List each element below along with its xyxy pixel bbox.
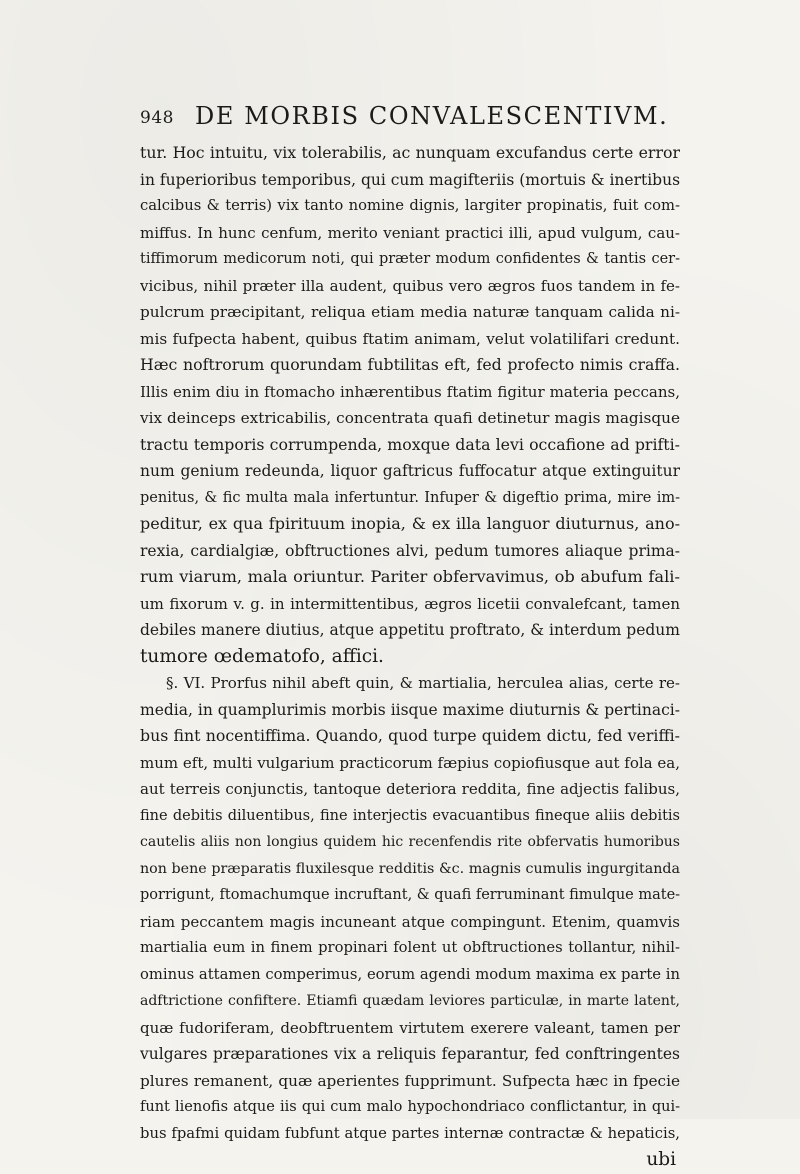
body-text <box>140 140 680 1174</box>
text-line: non bene præparatis fluxilesque redditis &c. magnis cumulis ingurgitanda <box>140 860 680 877</box>
text-line: ominus attamen comperimus, eorum agendi modum maxima ex parte in <box>140 965 680 983</box>
text-line: num genium redeunda, liquor gaftricus fuffocatur atque extinguitur <box>140 462 680 480</box>
text-line: porrigunt, ftomachumque incruftant, & quafi ferruminant fimulque mate- <box>140 887 680 903</box>
text-line: in fuperioribus temporibus, qui cum magifteriis (mortuis & inertibus <box>140 170 680 189</box>
text-line: cautelis aliis non longius quidem hic recenfendis rite obfervatis humoribus <box>140 834 680 850</box>
text-line: debiles manere diutius, atque appetitu proftrato, & interdum pedum <box>140 621 680 639</box>
text-line: tiffimorum medicorum noti, qui præter modum confidentes & tantis cer- <box>140 251 680 267</box>
page-number: 948 <box>140 108 174 128</box>
text-line: rexia, cardialgiæ, obftructiones alvi, pedum tumores aliaque prima- <box>140 541 680 560</box>
text-line: miffus. In hunc cenfum, merito veniant practici illi, apud vulgum, cau- <box>140 223 680 242</box>
text-line: tractu temporis corrumpenda, moxque data levi occafione ad prifti- <box>140 434 680 454</box>
text-line: bus fpafmi quidam fubfunt atque partes internæ contractæ & hepaticis, <box>140 1124 680 1142</box>
text-line: penitus, & fic multa mala infertuntur. Infuper & digeftio prima, mire im- <box>140 489 680 506</box>
text-line: funt lienofis atque iis qui cum malo hypochondriaco conflictantur, in qui- <box>140 1099 680 1115</box>
text-line: pulcrum præcipitant, reliqua etiam media naturæ tanquam calida ni- <box>140 303 680 321</box>
text-line: aut terreis conjunctis, tantoque deteriora reddita, fine adjectis falibus, <box>140 780 680 798</box>
text-line: adftrictione confiftere. Etiamfi quædam leviores particulæ, in marte latent, <box>140 993 680 1009</box>
text-line: Hæc noftrorum quorundam fubtilitas eft, fed profecto nimis craffa. <box>140 355 680 374</box>
text-line: martialia eum in finem propinari folent ut obftructiones tollantur, nihil- <box>140 939 680 956</box>
paragraph-start-line: §. VI. Prorfus nihil abeft quin, & martialia, herculea alias, certe re- <box>166 674 680 692</box>
running-title: DE MORBIS CONVALESCENTIVM. <box>195 102 669 130</box>
text-line: peditur, ex qua fpirituum inopia, & ex illa languor diuturnus, ano- <box>140 514 680 533</box>
text-line: vix deinceps extricabilis, concentrata quafi detinetur magis magisque <box>140 409 680 427</box>
text-line: Illis enim diu in ftomacho inhærentibus ftatim figitur materia peccans, <box>140 382 680 401</box>
text-line: riam peccantem magis incuneant atque compingunt. Etenim, quamvis <box>140 912 680 931</box>
page-header <box>140 102 680 142</box>
text-line: vulgares præparationes vix a reliquis feparantur, fed conftringentes <box>140 1045 680 1063</box>
text-line: um fixorum v. g. in intermittentibus, ægros licetii convalefcant, tamen <box>140 594 680 613</box>
text-line: media, in quamplurimis morbis iisque maxime diuturnis & pertinaci- <box>140 700 680 719</box>
text-line: fine debitis diluentibus, fine interjectis evacuantibus fineque aliis debitis <box>140 807 680 824</box>
text-line: quæ fudoriferam, deobftruentem virtutem exerere valeant, tamen per <box>140 1018 680 1037</box>
catchword: ubi <box>646 1149 676 1170</box>
text-line: calcibus & terris) vix tanto nomine dignis, largiter propinatis, fuit com- <box>140 197 680 214</box>
text-line: rum viarum, mala oriuntur. Pariter obfervavimus, ob abufum fali- <box>140 567 680 586</box>
text-line: mis fufpecta habent, quibus ftatim animam, velut volatilifari credunt. <box>140 329 680 348</box>
text-line: mum eft, multi vulgarium practicorum fæpius copiofiusque aut fola ea, <box>140 753 680 772</box>
text-line: bus fint nocentiffima. Quando, quod turpe quidem dictu, fed veriffi- <box>140 726 680 745</box>
text-line: plures remanent, quæ aperientes fupprimunt. Sufpecta hæc in fpecie <box>140 1071 680 1090</box>
text-line: tumore œdematofo, affici. <box>140 645 384 667</box>
text-line: vicibus, nihil præter illa audent, quibus vero ægros fuos tandem in fe- <box>140 276 680 295</box>
text-line: tur. Hoc intuitu, vix tolerabilis, ac nunquam excufandus certe error <box>140 143 680 162</box>
